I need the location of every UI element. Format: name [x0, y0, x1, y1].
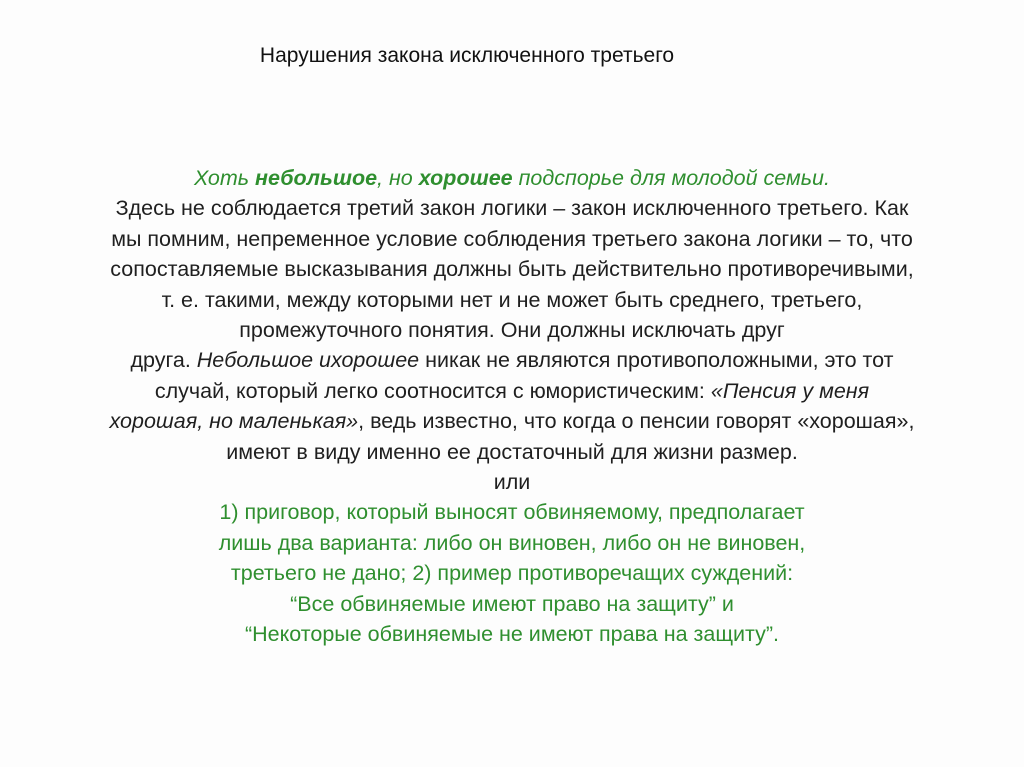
second-example-line-4: “Все обвиняемые имеют право на защиту” и: [290, 591, 734, 616]
explanation-line-9: имеют в виду именно ее достаточный для жизни размер.: [226, 439, 798, 464]
explanation-line-2: мы помним, непременное условие соблюдения третьего закона логики – то, что: [111, 226, 913, 251]
second-example-line-3: третьего не дано; 2) пример противоречащих суждений:: [230, 561, 794, 586]
second-example-line-5: “Некоторые обвиняемые не имеют права на защиту”.: [244, 622, 779, 647]
explanation-line-4: т. е. такими, между которыми нет и не может быть среднего, третьего,: [161, 287, 863, 312]
explanation-line-1: Здесь не соблюдается третий закон логики – закон исключенного третьего. Как: [115, 196, 909, 221]
explanation-line-7: случай, который легко соотносится с юмористическим: «Пенсия у меня: [154, 378, 870, 403]
slide-title: Нарушения закона исключенного третьего: [259, 44, 675, 67]
explanation-line-8: хорошая, но маленькая», ведь известно, что когда о пенсии говорят «хорошая»,: [109, 409, 915, 434]
second-example-line-1: 1) приговор, который выносят обвиняемому, предполагает: [219, 500, 805, 525]
explanation-line-6: друга. Небольшое ихорошее никак не являются противоположными, это тот: [130, 348, 894, 373]
example-sentence: Хоть небольшое, но хорошее подспорье для молодой семьи.: [194, 166, 830, 190]
explanation-line-3: сопоставляемые высказывания должны быть действительно противоречивыми,: [110, 257, 914, 282]
or-label: или: [493, 470, 531, 495]
second-example-line-2: лишь два варианта: либо он виновен, либо он не виновен,: [218, 530, 806, 555]
slide-body: [20, 163, 1004, 650]
explanation-line-5: промежуточного понятия. Они должны исключать друг: [239, 318, 785, 343]
